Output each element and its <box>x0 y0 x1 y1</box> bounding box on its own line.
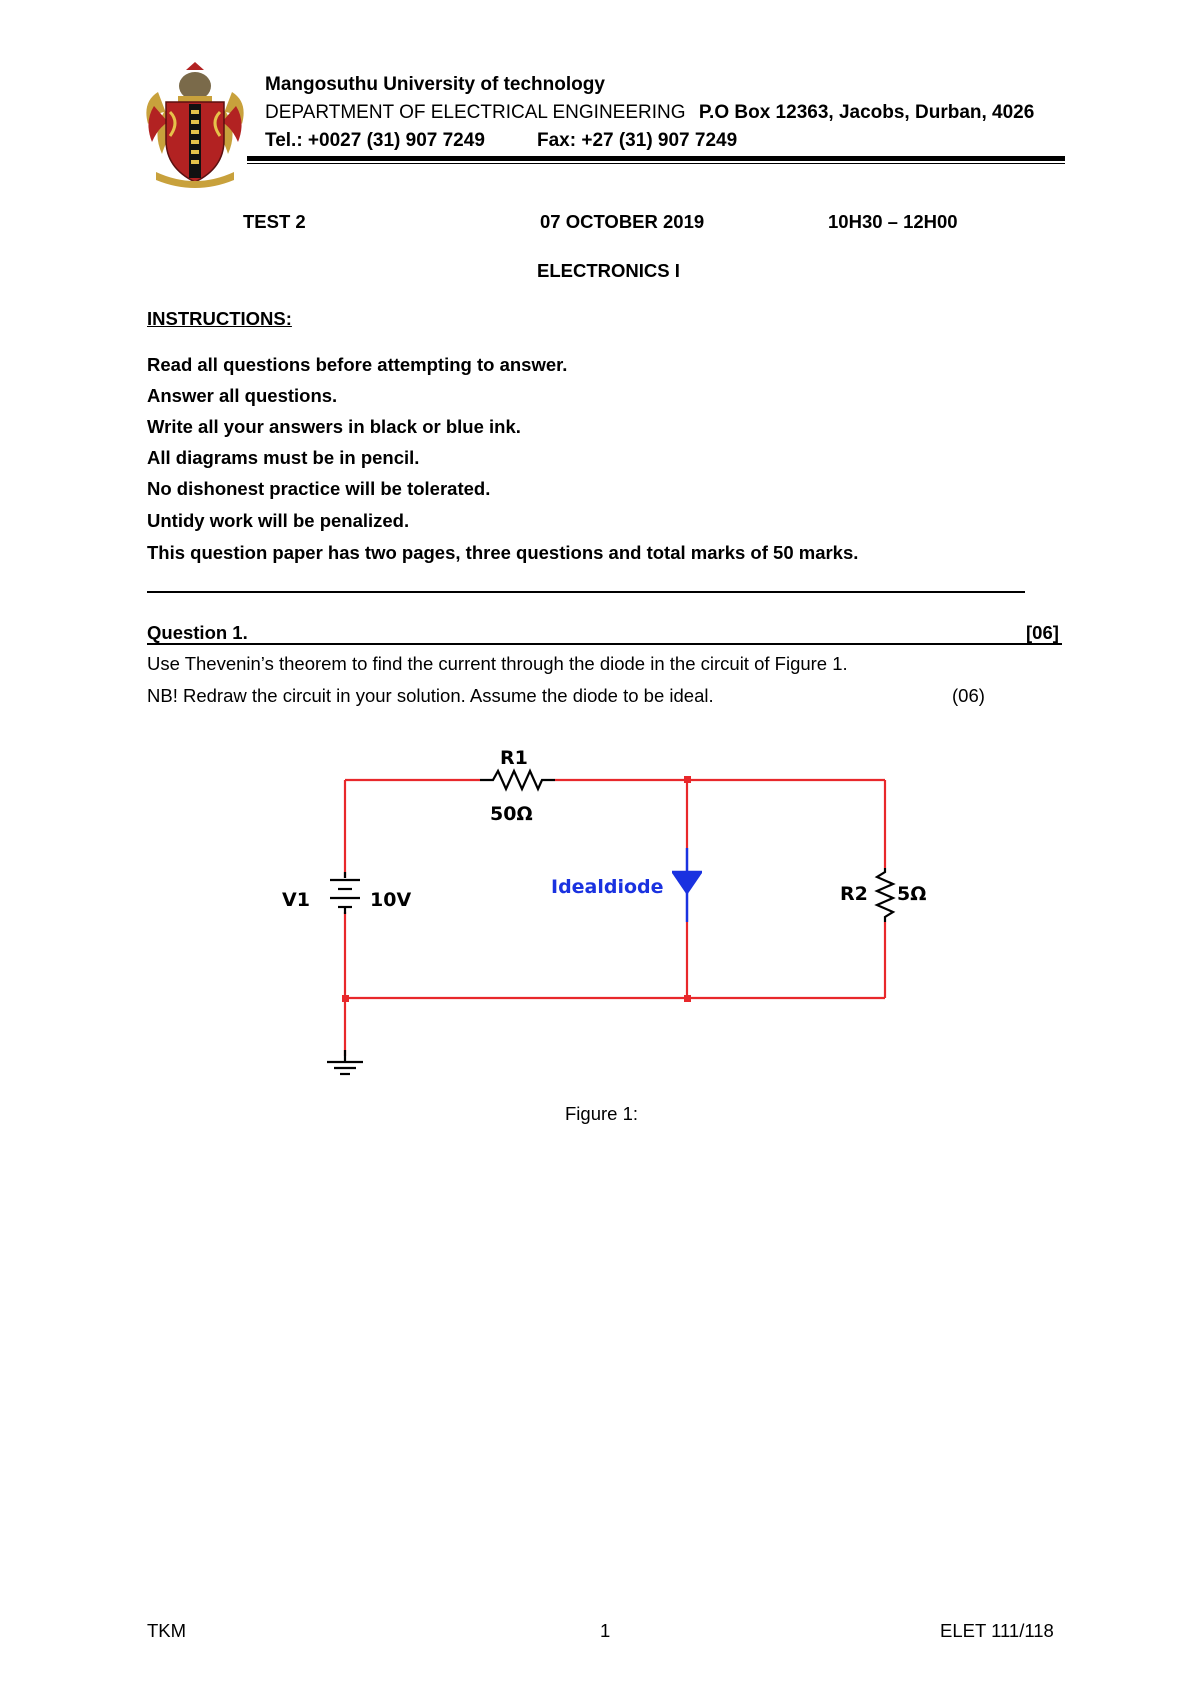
subject: ELECTRONICS I <box>537 260 680 281</box>
instruction-item: Write all your answers in black or blue ink. <box>147 416 521 437</box>
page-number: 1 <box>600 1620 611 1641</box>
instruction-item: Read all questions before attempting to answer. <box>147 354 568 375</box>
junction-dot <box>684 995 691 1002</box>
r1-name-label: R1 <box>500 747 528 769</box>
question-1-marks: [06] <box>1026 622 1059 643</box>
instruction-item: Answer all questions. <box>147 385 338 406</box>
battery-v1-symbol <box>330 872 360 914</box>
r2-name-label: R2 <box>840 883 868 905</box>
resistor-r1-symbol <box>480 771 555 789</box>
v1-name-label: V1 <box>282 889 310 911</box>
instructions-heading: INSTRUCTIONS: <box>147 308 292 329</box>
telephone: Tel.: +0027 (31) 907 7249 <box>265 130 485 151</box>
footer-initials: TKM <box>147 1620 187 1641</box>
v1-value-label: 10V <box>370 889 412 911</box>
ground-symbol <box>327 1050 363 1074</box>
instruction-item: Untidy work will be penalized. <box>147 510 410 531</box>
question-1-text: Use Thevenin’s theorem to find the current through the diode in the circuit of Figure 1. <box>147 653 848 674</box>
instruction-item: All diagrams must be in pencil. <box>147 447 420 468</box>
ideal-diode-symbol <box>672 848 702 922</box>
question-1-note: NB! Redraw the circuit in your solution. Assume the diode to be ideal. <box>147 685 714 706</box>
test-date: 07 OCTOBER 2019 <box>540 211 705 232</box>
test-number: TEST 2 <box>243 211 306 232</box>
instruction-item: This question paper has two pages, three questions and total marks of 50 marks. <box>147 542 859 563</box>
r2-value-label: 5Ω <box>897 883 927 905</box>
postal-address: P.O Box 12363, Jacobs, Durban, 4026 <box>698 102 1035 123</box>
university-name: Mangosuthu University of technology <box>265 74 605 95</box>
resistor-r2-symbol <box>877 868 893 922</box>
question-1-sub-marks: (06) <box>952 685 985 706</box>
r1-value-label: 50Ω <box>490 803 533 825</box>
question-1-title: Question 1. <box>147 622 248 643</box>
figure-caption: Figure 1: <box>565 1103 639 1124</box>
instruction-item: No dishonest practice will be tolerated. <box>147 478 491 499</box>
course-code: ELET 111/118 <box>940 1620 1054 1641</box>
fax: Fax: +27 (31) 907 7249 <box>537 130 738 151</box>
diode-label: Idealdiode <box>551 876 664 898</box>
test-time: 10H30 – 12H00 <box>828 211 958 232</box>
junction-dot <box>684 776 691 783</box>
junction-dot <box>342 995 349 1002</box>
department-name: DEPARTMENT OF ELECTRICAL ENGINEERING <box>265 102 686 123</box>
